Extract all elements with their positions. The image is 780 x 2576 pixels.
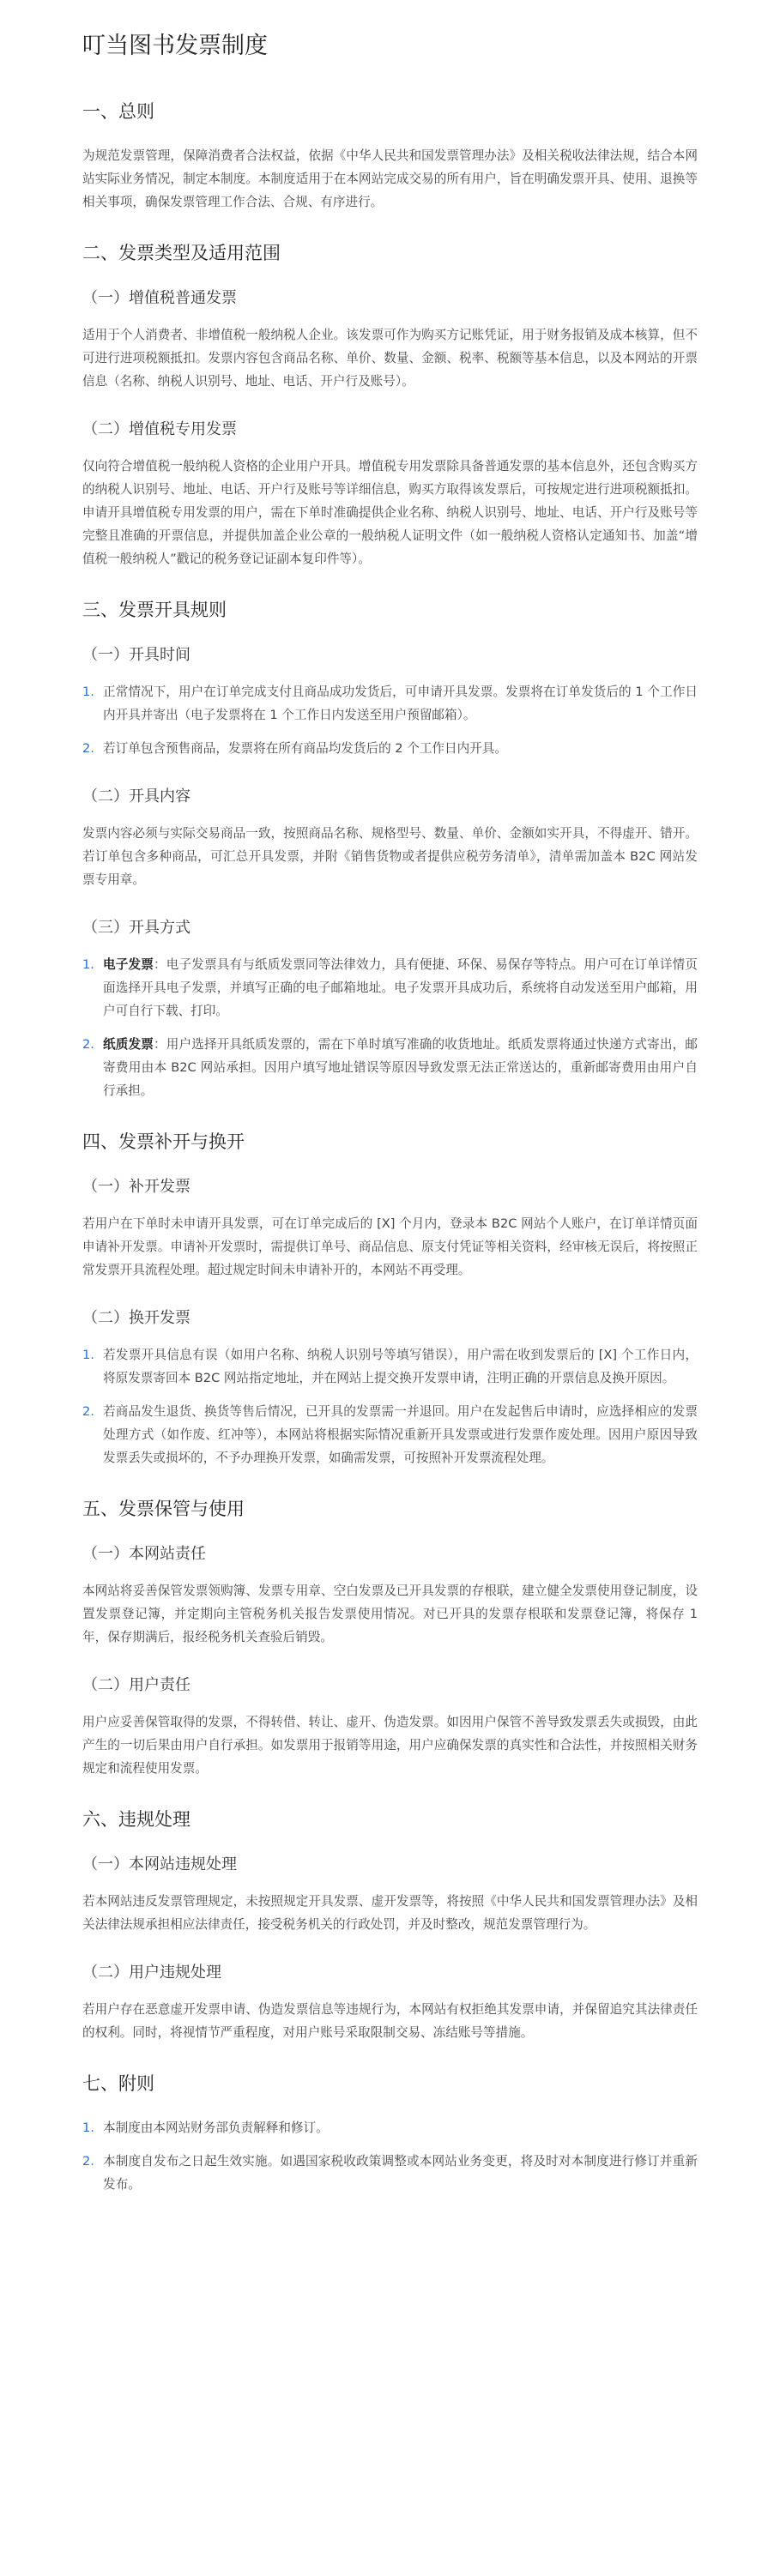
section-heading: 一、总则 <box>82 101 154 122</box>
list-item-label: 纸质发票 <box>103 1037 154 1052</box>
list-number: 1. <box>82 1348 94 1362</box>
list-item-text: 本制度自发布之日起生效实施。如遇国家税收政策调整或本网站业务变更，将及时对本制度进行修订并重新发布。 <box>103 2154 698 2192</box>
subsection-heading: （二）换开发票 <box>82 1309 190 1327</box>
section-heading: 七、附则 <box>82 2073 154 2094</box>
subsection-paragraph: 发票内容必须与实际交易商品一致，按照商品名称、规格型号、数量、单价、金额如实开具，不得虚开、错开。若订单包含多种商品，可汇总开具发票，并附《销售货物或者提供应税劳务清单》，清单需加盖本 B2C 网站发票专用章。 <box>82 826 698 887</box>
subsection-paragraph: 若用户存在恶意虚开发票申请、伪造发票信息等违规行为，本网站有权拒绝其发票申请，并保留追究其法律责任的权利。同时，将视情节严重程度，对用户账号采取限制交易、冻结账号等措施。 <box>82 2002 698 2040</box>
list-item <box>82 1343 698 1390</box>
subsection-paragraph: 本网站将妥善保管发票领购簿、发票专用章、空白发票及已开具发票的存根联，建立健全发票使用登记制度，设置发票登记簿，并定期向主管税务机关报告发票使用情况。对已开具的发票存根联和发票登记簿，将保存 1 年，保存期满后，报经税务机关查验后销毁。 <box>82 1584 698 1644</box>
section-violations <box>82 1806 698 2044</box>
list-item <box>82 737 698 760</box>
section-general <box>82 98 698 214</box>
list-item <box>82 1400 698 1469</box>
numbered-list <box>82 1343 698 1469</box>
list-item-label: 电子发票 <box>103 957 154 972</box>
subsection-heading: （二）用户责任 <box>82 1676 190 1694</box>
list-number: 1. <box>82 685 94 699</box>
subsection-heading: （二）用户违规处理 <box>82 1964 221 1982</box>
list-item <box>82 680 698 727</box>
section-invoice-types <box>82 239 698 570</box>
numbered-list <box>82 953 698 1102</box>
list-number: 2. <box>82 2154 94 2169</box>
numbered-list <box>82 680 698 760</box>
section-issuing-rules <box>82 596 698 1102</box>
subsection-heading: （二）增值税专用发票 <box>82 420 237 438</box>
list-item-text: 本制度由本网站财务部负责解释和修订。 <box>103 2121 329 2135</box>
subsection-paragraph: 适用于个人消费者、非增值税一般纳税人企业。该发票可作为购买方记账凭证，用于财务报销及成本核算，但不可进行进项税额抵扣。发票内容包含商品名称、单价、数量、金额、税率、税额等基本信息，以及本网站的开票信息（名称、纳税人识别号、地址、电话、开户行及账号）。 <box>82 328 698 389</box>
list-number: 1. <box>82 957 94 972</box>
list-item-text: ：用户选择开具纸质发票的，需在下单时填写准确的收货地址。纸质发票将通过快递方式寄出，邮寄费用由本 B2C 网站承担。因用户填写地址错误等原因导致发票无法正常送达的，重新邮寄费用由用户自行承担。 <box>103 1037 698 1098</box>
list-item-text: 正常情况下，用户在订单完成支付且商品成功发货后，可申请开具发票。发票将在订单发货后的 1 个工作日内开具并寄出（电子发票将在 1 个工作日内发送至用户预留邮箱）。 <box>103 685 698 722</box>
subsection-paragraph: 若用户在下单时未申请开具发票，可在订单完成后的 [X] 个月内，登录本 B2C 网站个人账户，在订单详情页面申请补开发票。申请补开发票时，需提供订单号、商品信息、原支付凭证等相关资料，经审核无误后，将按照正常发票开具流程处理。超过规定时间未申请补开的，本网站不再受理。 <box>82 1216 698 1277</box>
subsection-heading: （二）开具内容 <box>82 787 190 805</box>
page-title: 叮当图书发票制度 <box>82 33 268 59</box>
section-reissue <box>82 1128 698 1469</box>
section-heading: 四、发票补开与换开 <box>82 1131 245 1152</box>
list-item-text: 若商品发生退货、换货等售后情况，已开具的发票需一并退回。用户在发起售后申请时，应选择相应的发票处理方式（如作废、红冲等），本网站将根据实际情况重新开具发票或进行发票作废处理。因用户原因导致发票丢失或损坏的，不予办理换开发票，如确需发票，可按照补开发票流程处理。 <box>103 1404 698 1465</box>
list-item <box>82 953 698 1023</box>
list-item-text: 若订单包含预售商品，发票将在所有商品均发货后的 2 个工作日内开具。 <box>103 741 507 756</box>
subsection-heading: （一）增值税普通发票 <box>82 289 237 307</box>
list-item <box>82 1033 698 1102</box>
subsection-heading: （一）本网站违规处理 <box>82 1855 237 1873</box>
section-heading: 五、发票保管与使用 <box>82 1499 245 1519</box>
subsection-heading: （一）开具时间 <box>82 646 190 664</box>
numbered-list <box>82 2116 698 2196</box>
subsection-heading: （一）本网站责任 <box>82 1545 206 1563</box>
list-item <box>82 2116 698 2139</box>
section-storage-usage <box>82 1495 698 1780</box>
list-number: 2. <box>82 1404 94 1419</box>
list-number: 1. <box>82 2121 94 2135</box>
list-item-text: ：电子发票具有与纸质发票同等法律效力，具有便捷、环保、易保存等特点。用户可在订单详情页面选择开具电子发票，并填写正确的电子邮箱地址。电子发票开具成功后，系统将自动发送至用户邮箱，用户可自行下载、打印。 <box>103 957 698 1018</box>
list-number: 2. <box>82 1037 94 1052</box>
list-item <box>82 2150 698 2196</box>
list-number: 2. <box>82 741 94 756</box>
subsection-paragraph: 用户应妥善保管取得的发票，不得转借、转让、虚开、伪造发票。如因用户保管不善导致发票丢失或损毁，由此产生的一切后果由用户自行承担。如发票用于报销等用途，用户应确保发票的真实性和合法性，并按照相关财务规定和流程使用发票。 <box>82 1715 698 1776</box>
section-heading: 二、发票类型及适用范围 <box>82 243 281 263</box>
list-item-text: 若发票开具信息有误（如用户名称、纳税人识别号等填写错误），用户需在收到发票后的 [X] 个工作日内，将原发票寄回本 B2C 网站指定地址，并在网站上提交换开发票申请，注明正确的开票信息及换开原因。 <box>103 1348 698 1385</box>
section-supplementary <box>82 2070 698 2196</box>
subsection-heading: （一）补开发票 <box>82 1178 190 1196</box>
section-heading: 六、违规处理 <box>82 1809 190 1830</box>
section-paragraph: 为规范发票管理，保障消费者合法权益，依据《中华人民共和国发票管理办法》及相关税收法律法规，结合本网站实际业务情况，制定本制度。本制度适用于在本网站完成交易的所有用户，旨在明确发票开具、使用、退换等相关事项，确保发票管理工作合法、合规、有序进行。 <box>82 148 698 209</box>
subsection-heading: （三）开具方式 <box>82 919 190 937</box>
subsection-paragraph: 仅向符合增值税一般纳税人资格的企业用户开具。增值税专用发票除具备普通发票的基本信息外，还包含购买方的纳税人识别号、地址、电话、开户行及账号等详细信息，购买方取得该发票后，可按规定进行进项税额抵扣。申请开具增值税专用发票的用户，需在下单时准确提供企业名称、纳税人识别号、地址、电话、开户行及账号等完整且准确的开票信息，并提供加盖企业公章的一般纳税人证明文件（如一般纳税人资格认定通知书、加盖“增值税一般纳税人”戳记的税务登记证副本复印件等）。 <box>82 459 698 566</box>
subsection-paragraph: 若本网站违反发票管理规定，未按照规定开具发票、虚开发票等，将按照《中华人民共和国发票管理办法》及相关法律法规承担相应法律责任，接受税务机关的行政处罚，并及时整改，规范发票管理行为。 <box>82 1894 698 1932</box>
section-heading: 三、发票开具规则 <box>82 600 227 620</box>
